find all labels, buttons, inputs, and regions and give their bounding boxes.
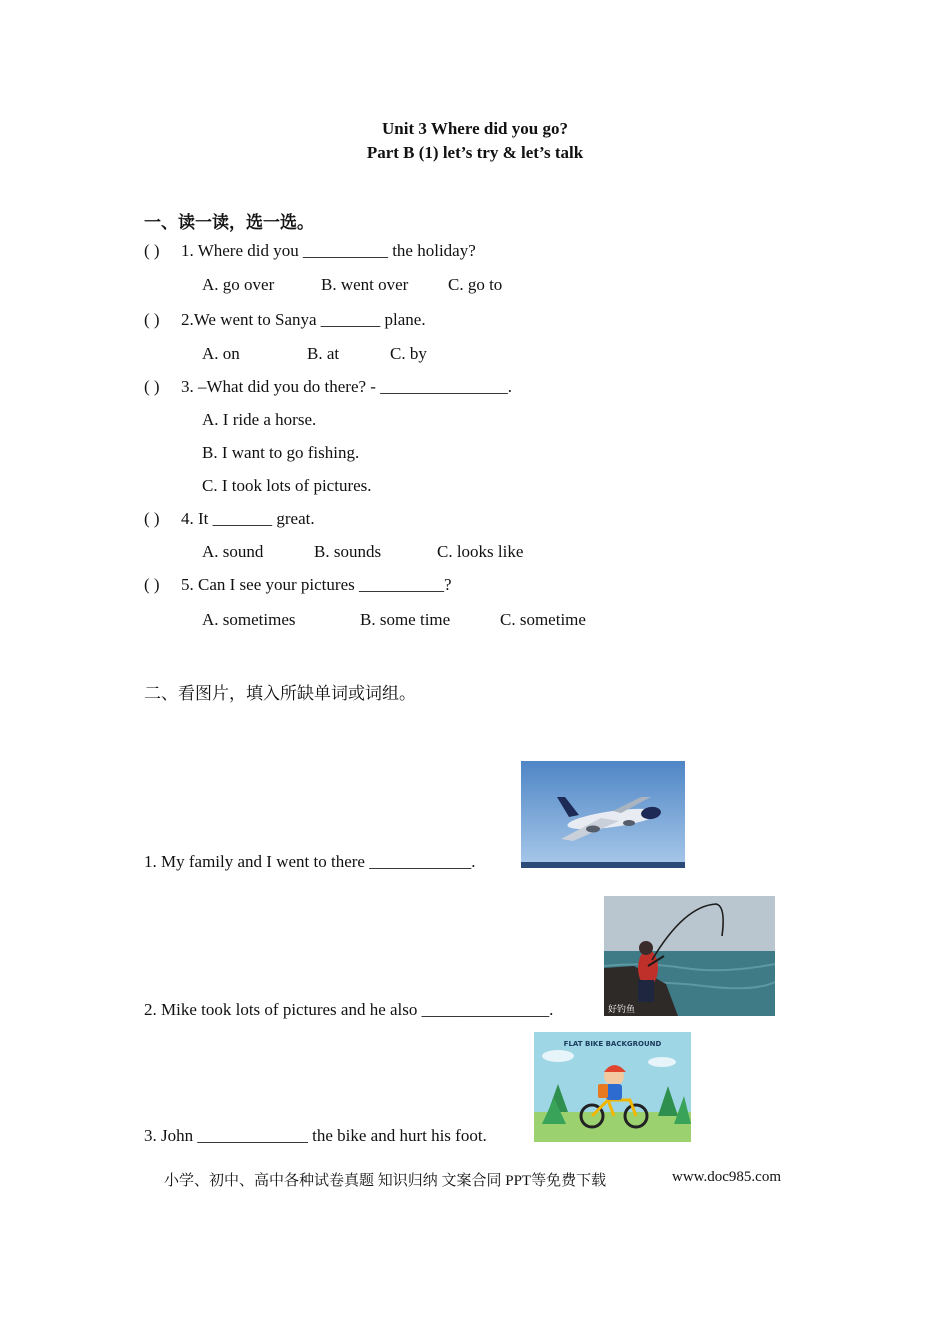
question-3-option-a: A. I ride a horse. [202,410,317,429]
footer-left: 小学、初中、高中各种试卷真题 知识归纳 文案合同 PPT等免费下载 [164,1173,607,1189]
fishing-icon [604,896,775,1016]
question-3-option-c: C. I took lots of pictures. [202,476,372,495]
question-5-paren: ( ) [144,575,160,594]
question-3-text: 3. –What did you do there? - _______________. [181,377,512,396]
question-1-paren: ( ) [144,241,160,260]
airplane-photo [521,761,685,868]
question-1-option-a: A. go over [202,275,275,294]
question-5-option-c: C. sometime [500,610,586,629]
question-2-option-a: A. on [202,344,240,363]
fill-item-2-text: 2. Mike took lots of pictures and he also _______________. [144,1000,554,1019]
question-4-paren: ( ) [144,509,160,528]
section-1-heading: 一、读一读，选一选。 [144,213,314,233]
bike-banner: FLAT BIKE BACKGROUND [563,1040,662,1048]
question-5-option-a: A. sometimes [202,610,296,629]
question-5-option-b: B. some time [360,610,451,629]
question-2-option-b: B. at [307,344,340,363]
page-title: Unit 3 Where did you go? [382,119,568,138]
fishing-photo [604,896,775,1016]
question-2-paren: ( ) [144,310,160,329]
fishing-watermark: 好钓鱼 [608,1005,636,1015]
question-4-text: 4. It _______ great. [181,509,315,528]
fill-item-3-text: 3. John _____________ the bike and hurt his foot. [144,1126,487,1145]
question-3-paren: ( ) [144,377,160,396]
question-1-option-b: B. went over [321,275,409,294]
page-subtitle: Part B (1) let’s try & let’s talk [366,143,584,162]
question-1-option-c: C. go to [448,275,503,294]
question-4-option-a: A. sound [202,542,264,561]
section-2-heading: 二、看图片，填入所缺单词或词组。 [144,684,416,704]
question-1-text: 1. Where did you __________ the holiday? [181,241,476,260]
question-4-option-c: C. looks like [437,542,524,561]
question-4-option-b: B. sounds [314,542,382,561]
question-3-option-b: B. I want to go fishing. [202,443,360,462]
bike-illustration [534,1032,691,1142]
fill-item-1-text: 1. My family and I went to there ____________. [144,852,476,871]
bicycle-icon [534,1032,691,1142]
question-5-text: 5. Can I see your pictures __________? [181,575,452,594]
question-2-text: 2.We went to Sanya _______ plane. [181,310,426,329]
airplane-icon [521,761,685,868]
question-2-option-c: C. by [390,344,427,363]
footer-link[interactable]: www.doc985.com [672,1169,782,1185]
